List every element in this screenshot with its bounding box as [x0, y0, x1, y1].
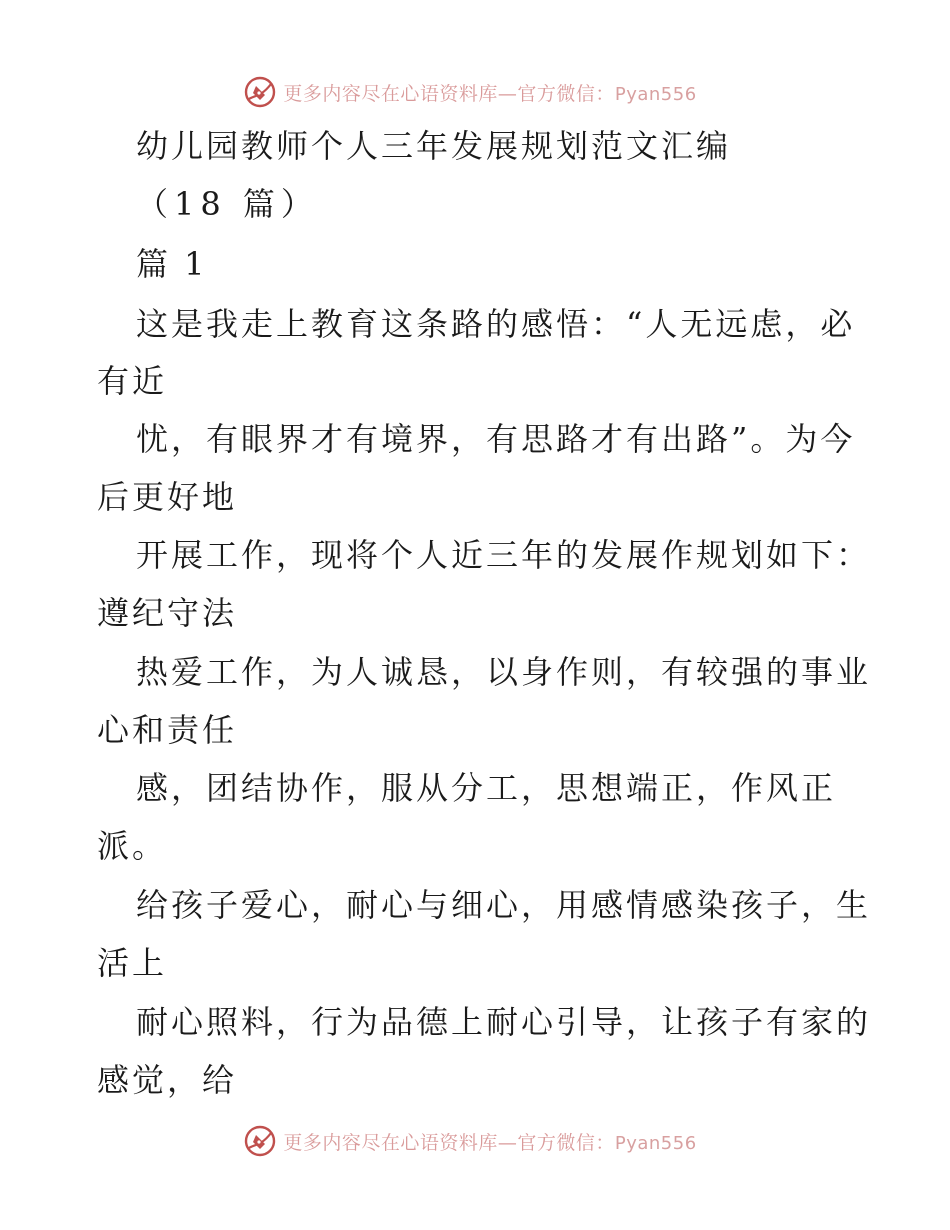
footer-banner: [0, 1121, 950, 1161]
paragraph-line: 后更好地: [97, 478, 238, 516]
pen-nib-logo-icon: [243, 1124, 277, 1158]
document-title: 幼儿园教师个人三年发展规划范文汇编: [136, 127, 732, 165]
paragraph-line: 感觉，给: [97, 1061, 238, 1099]
paragraph-line: 这是我走上教育这条路的感悟：“人无远虑，必: [136, 305, 856, 343]
header-banner-wechat-id: Pyan556: [614, 83, 697, 105]
footer-banner-content: [243, 1124, 696, 1158]
header-banner: [0, 72, 950, 112]
paragraph-line: 耐心照料，行为品德上耐心引导，让孩子有家的: [136, 1003, 872, 1041]
paragraph-line: 心和责任: [97, 711, 238, 749]
pen-nib-logo-icon: [243, 75, 277, 109]
paragraph-line: 开展工作，现将个人近三年的发展作规划如下：: [136, 536, 872, 574]
paragraph-line: 活上: [97, 944, 168, 982]
paragraph-line: 给孩子爱心，耐心与细心，用感情感染孩子，生: [136, 886, 872, 924]
footer-banner-wechat-id: Pyan556: [614, 1132, 697, 1154]
paragraph-line: 忧，有眼界才有境界，有思路才有出路”。为今: [136, 420, 856, 458]
footer-banner-label: 更多内容尽在心语资料库—官方微信：: [283, 1131, 615, 1154]
footer-banner-text: [283, 1128, 696, 1155]
paragraph-line: 感，团结协作，服从分工，思想端正，作风正: [136, 769, 837, 807]
paragraph-line: 派。: [97, 827, 168, 865]
paragraph-line: 有近: [97, 362, 168, 400]
header-banner-text: [283, 79, 696, 106]
document-subtitle: （18 篇）: [136, 185, 319, 223]
header-banner-content: [243, 75, 696, 109]
header-banner-label: 更多内容尽在心语资料库—官方微信：: [283, 82, 615, 105]
paragraph-line: 遵纪守法: [97, 594, 238, 632]
section-label: 篇 1: [136, 245, 208, 283]
paragraph-line: 热爱工作，为人诚恳，以身作则，有较强的事业: [136, 653, 872, 691]
